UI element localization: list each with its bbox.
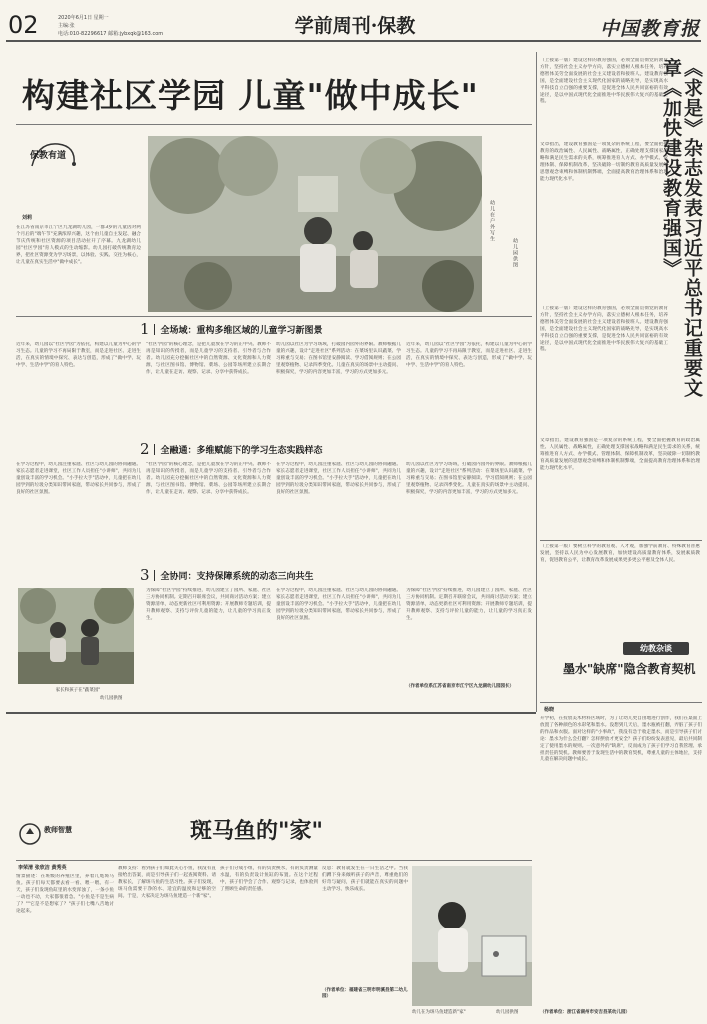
youjiao-byline: 杨晓 — [544, 707, 555, 713]
zebra-author-note: （作者单位：福建省三明市明溪县第二幼儿园） — [322, 988, 408, 999]
lead-bottom-rule — [16, 316, 532, 317]
youjiao-tag — [623, 642, 689, 655]
column-tag-label: 保教有道 — [30, 151, 67, 161]
right-story-body-2b: （上接第一版）建设这样的教育强国，必须全面贯彻党的教育方针，坚持社会主义办学方向，落实立德树人根本任务，培养德智体美劳全面发展的社会主义建设者和接班人。建设教育强国，是全面建设社会主义现代化国家的战略先导，是实现高水平科技自立自强的重要支撑，是促进全体人民共同富裕的有效途径，是以中国式现代化全面推进中华民族伟大复兴的基础工程。 — [540, 306, 668, 353]
zebra-column-tag — [18, 816, 92, 852]
lead-body-col2: "社区学园"的核心理念，是把儿童放在学习的正中央。教师不再是知识的传授者，而是儿童学习的支持者、引导者与合作者。幼儿园充分挖掘社区中的自然资源、文化资源和人力资源，与社区图书馆、博物馆、菜场、公园等场所建立长期合作，让儿童在走访、观察、记录、分享中获得成长。 — [146, 342, 271, 375]
lead-author-note: （作者单位系江苏省南京市江宁区九龙湖幼儿园园长） — [406, 684, 514, 689]
masthead-meta-3: 电话:010-82296617 邮箱:jybxqk@163.com — [58, 31, 164, 37]
section-1-body-b: 近年来，幼儿园以"社区学园"为依托，构建以儿童为中心的学习生态。儿童的学习不再局限于教室，而是走进社区、走进生活，在真实的情境中探究、表达与创造，形成了"做中学、玩中学、生活中学"的育人特色。 — [406, 342, 532, 368]
lead-photo-2-caption: 家长和孩子在"蔬菜园" — [55, 688, 101, 693]
lead-photo-2 — [18, 588, 134, 684]
right-story-body-2: 文章指出，建设教育强国是一项复杂的系统工程，要全面把握教育的政治属性、人民属性、战略属性，正确处理支撑国家战略和满足民生需求的关系，统筹推进育人方式、办学模式、管理体制、保障机制改革，坚决破除一切制约教育高质量发展的思想观念束缚和体制机制弊端，全面提高教育治理体系和治理能力现代化水平。 — [540, 142, 668, 182]
youjiao-rule — [540, 702, 702, 703]
masthead-rule — [6, 40, 701, 42]
zebra-byline: 李荣清 张欣洁 黄秀英 — [18, 865, 67, 871]
youjiao-author-note: （作者单位：浙江省湖州市安吉县某幼儿园） — [540, 1010, 630, 1015]
lead-photo-caption: 幼儿在户外写生 — [489, 200, 495, 242]
section-2-body-b: "社区学园"的核心理念，是把儿童放在学习的正中央。教师不再是知识的传授者，而是儿童学习的支持者、引导者与合作者。幼儿园充分挖掘社区中的自然资源、文化资源和人力资源，与社区图书馆、博物馆、菜场、公园等场所建立长期合作，让儿童在走访、观察、记录、分享中获得成长。 — [146, 462, 271, 495]
lead-intro: 在江苏省南京市江宁区九龙湖幼儿园，一群3岁的儿童因对两个月后的"端午节"充满浓厚兴趣，这个由儿童自主发起、融合节庆传统和社区资源的项目活动拉开了序幕。九龙湖幼儿园"社区学园"育人模式的生动缩影。幼儿园打破传统教育边界，把社区资源变为学习场景，以体验、实践、交往为核心，让儿童在真实生活中"做中成长"。 — [16, 225, 141, 265]
right-story-body-2c: 文章指出，建设教育强国是一项复杂的系统工程，要全面把握教育的政治属性、人民属性、战略属性，正确处理支撑国家战略和满足民生需求的关系，统筹推进育人方式、办学模式、管理体制、保障机制改革，坚决破除一切制约教育高质量发展的思想观念束缚和体制机制弊端，全面提高教育治理体系和治理能力现代化水平。 — [540, 438, 700, 471]
page-number: 02 — [8, 11, 39, 39]
right-story-body-1: （上接第一版）建设这样的教育强国，必须全面贯彻党的教育方针，坚持社会主义办学方向，落实立德树人根本任务，培养德智体美劳全面发展的社会主义建设者和接班人。建设教育强国，是全面建设社会主义现代化国家的战略先导，是实现高水平科技自立自强的重要支撑，是促进全体人民共同富裕的有效途径，是以中国式现代化全面推进中华民族伟大复兴的基础工程。 — [540, 58, 668, 105]
section-2-bar — [154, 444, 155, 455]
section-1-bar — [154, 324, 155, 335]
zebra-headline: 斑马鱼的"家" — [190, 818, 323, 844]
zebra-photo-caption: 幼儿在为斑马鱼建造新"家" — [412, 1010, 466, 1015]
lead-photo-2-credit: 幼儿园供图 — [100, 696, 123, 701]
lead-body-intro: 近年来，幼儿园以"社区学园"为依托，构建以儿童为中心的学习生态。儿童的学习不再局限于教室，而是走进社区、走进生活，在真实的情境中探究、表达与创造，形成了"做中学、玩中学、生活中学"的育人特色。 — [16, 342, 141, 368]
youjiao-headline: 墨水"缺席"隐含教育契机 — [563, 662, 696, 676]
zebra-body-1: 情景描述：在班级的养殖区里，养着几尾斑马鱼。孩子们每天都要去看一看、喂一喂。有一天，孩子们发现鱼缸里的水变浑浊了，一条小鱼一动也不动，大家都很着急。"小鱼是不是生病了？""它是不是想家了？"孩子们七嘴八舌地讨论起来。 — [16, 874, 114, 914]
column-tag-baoyou — [24, 136, 84, 176]
section-2-head — [140, 442, 520, 456]
right-story-body-3: （上接第一版）要树立科学的教育观、人才观，加强学前教育、特殊教育普惠发展，坚持以人民为中心发展教育，加快建设高质量教育体系，发展素质教育，促进教育公平，让教育改革发展成果更多更公平惠及全体人民。 — [540, 544, 700, 563]
lead-headline-rule — [16, 124, 532, 125]
masthead — [0, 0, 707, 44]
right-column-divider — [536, 52, 537, 712]
zebra-body-3: 孩子们分成小组，有的负责换水，有的负责测量水温，有的负责设计鱼缸的布置。在这个过程中，孩子们学会了合作、观察与记录，也体验到了照顾生命的责任感。 — [220, 866, 318, 892]
photo-fish-tank-scene — [412, 866, 532, 1006]
section-1-title: 全场域：重构多维区域的儿童学习新图景 — [160, 325, 323, 336]
section-1-body: 幼儿园以社区为学习场域，打破园内园外的界限。教师根据儿童的兴趣，设计"走进社区"系列活动：在菜场里认识蔬菜、学习称重与交易；在图书馆里安静阅读、学习借阅规则；在公园里观察植物、记录四季变化。儿童在真实的场景中主动提问、积极探究，学习的内容更加丰富，学习的方式更加多元。 — [276, 342, 401, 375]
section-3-head — [140, 568, 520, 582]
section-3-body-b: 在学习过程中，幼儿园注重家庭、社区与幼儿园的协同融通。家长志愿者走进课堂，社区工作人员担任"小讲师"，共同为儿童创设丰富的学习机会。"小手拉大手"活动中，儿童把在幼儿园学到的垃圾分类知识带回家庭，带动家长共同参与，形成了良好的社区氛围。 — [276, 588, 401, 621]
zebra-headline-rule — [16, 860, 532, 861]
masthead-meta-2: 主编:张 — [58, 23, 75, 29]
photo-kids-scene — [18, 588, 134, 684]
section-2-body-a: 在学习过程中，幼儿园注重家庭、社区与幼儿园的协同融通。家长志愿者走进课堂，社区工作人员担任"小讲师"，共同为儿童创设丰富的学习机会。"小手拉大手"活动中，儿童把在幼儿园学到的垃圾分类知识带回家庭，带动家长共同参与，形成了良好的社区氛围。 — [16, 462, 141, 495]
section-2-title: 全融通：多维赋能下的学习生态实践样态 — [160, 445, 323, 456]
youjiao-tag-label: 幼教杂谈 — [640, 644, 672, 653]
section-3-title: 全协同：支持保障系统的动态三向共生 — [160, 571, 314, 582]
section-title: 学前周刊·保教 — [294, 15, 416, 37]
masthead-meta-1: 2020年6月1日 星期一 — [58, 15, 109, 21]
photo-garden-scene — [148, 136, 482, 312]
lead-byline: 刘莉 — [22, 215, 33, 221]
section-2-body-d: 幼儿园以社区为学习场域，打破园内园外的界限。教师根据儿童的兴趣，设计"走进社区"系列活动：在菜场里认识蔬菜、学习称重与交易；在图书馆里安静阅读、学习借阅规则；在公园里观察植物、记录四季变化。儿童在真实的场景中主动提问、积极探究，学习的内容更加丰富，学习的方式更加多元。 — [406, 462, 532, 495]
zebra-photo-credit: 幼儿园供图 — [496, 1010, 519, 1015]
section-1-head — [140, 322, 520, 336]
right-story-rule — [540, 540, 702, 541]
lead-photo-credit: 幼儿园供图 — [512, 238, 518, 268]
zebra-body-2: 教师支持：看到孩子们如此关心小鱼，我没有直接给出答案，而是引导孩子们一起查阅资料、请教家长，了解斑马鱼的生活习性。孩子们发现，斑马鱼需要干净的水、适宜的温度和足够的空间。于是，大家决定为斑马鱼建造一个新"家"。 — [118, 866, 216, 899]
zebra-body-4: 反思：教育就发生在一日生活之中。当我们蹲下身来倾听孩子的声音，尊重他们的好奇与疑问，孩子们就能在真实的问题中主动学习、快乐成长。 — [322, 866, 408, 892]
section-2-number: 2 — [140, 440, 150, 458]
zebra-top-rule — [6, 712, 536, 714]
right-story-headline: 《求是》杂志发表习近平总书记重要文章《加快建设教育强国》 — [660, 58, 703, 398]
youjiao-body: 开学初，在投放美术材料区域时，为了让幼儿更自由地进行创作，我们在桌面上放置了各种颜色的水彩笔和墨水。没想到几天后，墨水瓶被打翻，弄脏了孩子们的作品和衣服。面对这样的"小事故"，我没有急于收走墨水，而是引导孩子们讨论：墨水为什么会打翻？怎样摆放才更安全？孩子们纷纷发表意见，最后共同制定了使用墨水的规则。一次意外的"缺席"，反而成为了孩子们学习自我管理、承担责任的契机。教师要善于发现生活中的教育契机，尊重儿童的主体地位，支持儿童在解决问题中成长。 — [540, 716, 702, 763]
section-3-body-a: 为保障"社区学园"持续推进，幼儿园建立了园所、家庭、社区三方协同机制。定期召开联席会议，共同商讨活动方案；建立资源清单，动态更新社区可利用资源；开展教师专题培训，提升教师观察、支持与评价儿童的能力，让儿童的学习真正发生。 — [146, 588, 271, 621]
lead-photo — [148, 136, 482, 312]
section-2-body-c: 在学习过程中，幼儿园注重家庭、社区与幼儿园的协同融通。家长志愿者走进课堂，社区工作人员担任"小讲师"，共同为儿童创设丰富的学习机会。"小手拉大手"活动中，儿童把在幼儿园学到的垃圾分类知识带回家庭，带动家长共同参与，形成了良好的社区氛围。 — [276, 462, 401, 495]
section-1-number: 1 — [140, 320, 150, 338]
lead-headline: 构建社区学园 儿童"做中成长" — [22, 76, 479, 115]
brand-logo: 中国教育报 — [600, 18, 701, 40]
section-3-bar — [154, 570, 155, 581]
zebra-photo — [412, 866, 532, 1006]
zebra-column-tag-label: 教师智慧 — [44, 826, 72, 834]
section-3-number: 3 — [140, 566, 150, 584]
section-3-body-c: 为保障"社区学园"持续推进，幼儿园建立了园所、家庭、社区三方协同机制。定期召开联席会议，共同商讨活动方案；建立资源清单，动态更新社区可利用资源；开展教师专题培训，提升教师观察、支持与评价儿童的能力，让儿童的学习真正发生。 — [406, 588, 532, 621]
